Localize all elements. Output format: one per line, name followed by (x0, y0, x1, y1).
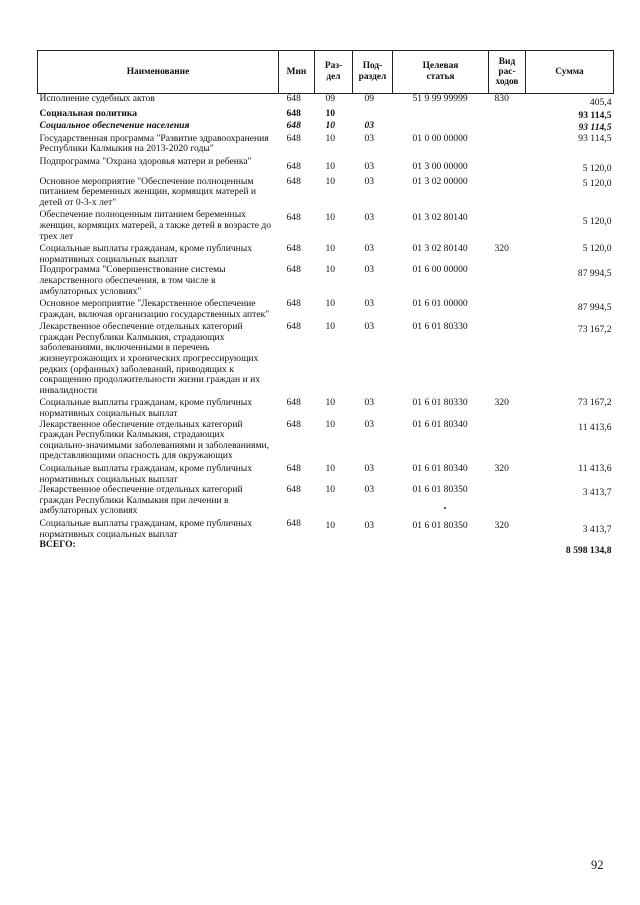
row-section: 10 (325, 160, 336, 172)
row-subsection: 03 (364, 212, 375, 224)
row-sum: 11 413,6 (578, 421, 612, 433)
row-section: 10 (325, 120, 336, 132)
row-sum: 87 994,5 (577, 302, 612, 314)
header-target: Целевая статья (393, 51, 489, 94)
table-row (38, 517, 614, 540)
row-target: 01 6 01 80340 (412, 463, 468, 474)
total-empty-cell (393, 540, 489, 557)
header-ministry: Мин (279, 51, 315, 94)
row-name: Социальные выплаты гражданам, кроме публичных нормативных социальных выплат (39, 463, 253, 485)
row-sum: 93 114,5 (578, 109, 612, 121)
row-subsection: 03 (364, 463, 375, 474)
row-sum: 5 120,0 (582, 216, 612, 228)
row-target: 01 6 01 80350 (412, 519, 468, 531)
row-section: 10 (325, 397, 336, 409)
table-row (38, 94, 614, 109)
row-name: Государственная программа "Развитие здравоохранения Республики Калмыкия на 2013-2020 годы" (39, 132, 269, 155)
row-name: Основное мероприятие "Обеспечение полноценным питанием беременных женщин, кормящих матерей и детей от 0-3-х лет" (39, 175, 256, 208)
total-empty-cell (353, 540, 393, 557)
row-section: 10 (325, 463, 336, 474)
row-name: Подпрограмма "Совершенствование системы лекарственного обеспечения, в том числе в амбулаторных условиях" (39, 264, 226, 297)
row-target: 51 9 99 99999 (412, 93, 468, 104)
row-ministry: 648 (286, 397, 301, 409)
row-target: 01 6 01 80330 (412, 397, 468, 409)
row-name: Лекарственное обеспечение отдельных категорий граждан Республики Калмыкия, страдающих социально-значимыми заболеваниями и заболеваниями, представляющими опасность для окружающих (39, 418, 270, 462)
row-section: 10 (325, 418, 336, 430)
table-row (38, 297, 614, 320)
table-row (38, 175, 614, 209)
row-sum: 11 413,6 (578, 463, 612, 474)
row-kind (489, 175, 526, 209)
row-kind (489, 297, 526, 320)
table-header-row (38, 51, 614, 94)
row-ministry: 648 (286, 120, 301, 132)
row-ministry: 648 (286, 484, 301, 496)
row-subsection: 03 (364, 264, 375, 276)
row-name: Лекарственное обеспечение отдельных категорий граждан Республики Калмыкия при лечении в амбулаторных условиях (39, 484, 243, 517)
row-subsection: 03 (364, 132, 375, 144)
total-empty-cell (315, 540, 353, 557)
table-row (38, 320, 614, 396)
row-sum: 5 120,0 (582, 177, 612, 189)
table-row (38, 420, 614, 462)
row-ministry: 648 (286, 212, 301, 224)
budget-table (37, 50, 614, 557)
row-target: 01 6 00 00000 (412, 264, 468, 276)
row-target: 01 3 00 00000 (412, 160, 468, 172)
row-name: Лекарственное обеспечение отдельных категорий граждан Республики Калмыкия, страдающих заболеваниями, включенными в перечень жизнеугрожающих и хронических прогрессирующих редких (орфанных) заболеваний, приводящих к сокращению продолжительности жизни граждан и их инвалидности (39, 321, 261, 396)
total-label: ВСЕГО: (39, 539, 76, 551)
total-sum: 8 598 134,8 (565, 545, 612, 557)
row-ministry: 648 (286, 175, 301, 187)
row-sum: 5 120,0 (582, 243, 612, 255)
row-ministry: 648 (286, 517, 301, 529)
budget-table-page (37, 50, 617, 557)
row-subsection: 03 (364, 298, 375, 310)
row-kind (489, 485, 526, 517)
row-kind (489, 155, 526, 175)
table-row (38, 155, 614, 175)
row-kind (489, 420, 526, 462)
row-section: 10 (325, 264, 336, 276)
row-ministry: 648 (286, 132, 301, 144)
row-sum: 93 114,5 (578, 122, 612, 134)
row-section: 10 (325, 212, 336, 224)
row-kind (489, 109, 526, 122)
row-kind: 320 (494, 519, 509, 531)
row-name: Социальное обеспечение населения (39, 120, 190, 132)
row-sum: 405,4 (589, 97, 612, 108)
total-empty-cell (279, 540, 315, 557)
row-ministry: 648 (286, 160, 301, 172)
row-ministry: 648 (286, 107, 301, 119)
header-sum: Сумма (526, 51, 614, 94)
row-section: 10 (325, 243, 336, 255)
row-section: 10 (325, 175, 336, 187)
row-subsection: 03 (364, 243, 375, 255)
row-target: 01 0 00 00000 (412, 132, 468, 144)
table-row (38, 265, 614, 297)
row-name: Социальные выплаты гражданам, кроме публичных нормативных социальных выплат (39, 517, 253, 540)
row-name: Социальные выплаты гражданам, кроме публичных нормативных социальных выплат (39, 397, 253, 420)
row-target: 01 3 02 80140 (412, 212, 468, 224)
table-row (38, 121, 614, 134)
table-row (38, 396, 614, 419)
header-name: Наименование (38, 51, 279, 94)
row-section: 10 (325, 519, 336, 531)
row-kind (489, 121, 526, 134)
row-ministry: 648 (286, 243, 301, 255)
row-target: 01 6 01 80330 (412, 321, 468, 333)
row-section: 10 (325, 321, 336, 333)
row-kind: 320 (494, 397, 509, 409)
row-target: 01 3 02 80140 (412, 243, 468, 255)
table-row (38, 485, 614, 517)
row-subsection: 03 (364, 484, 375, 496)
table-row (38, 208, 614, 242)
row-kind (489, 208, 526, 242)
row-kind: 830 (494, 93, 509, 104)
row-kind (489, 265, 526, 297)
row-name: Обеспечение полноценным питанием беременных женщин, кормящих матерей, а также детей в возрасте до трех лет (39, 209, 272, 242)
row-ministry: 648 (286, 463, 301, 474)
table-total-row (38, 540, 614, 557)
row-target: 01 6 01 80350 (412, 484, 468, 496)
row-subsection: 03 (364, 321, 375, 333)
page-number: 92 (591, 858, 604, 872)
row-kind (489, 320, 526, 396)
row-sum: 5 120,0 (582, 162, 612, 174)
row-name: Социальная политика (39, 107, 138, 119)
row-sum: 73 167,2 (577, 324, 612, 336)
row-subsection: 03 (364, 120, 375, 132)
row-section: 10 (325, 484, 336, 496)
row-sum: 87 994,5 (577, 268, 612, 280)
row-name: Социальные выплаты гражданам, кроме публичных нормативных социальных выплат (39, 243, 253, 265)
header-subsection: Под- раздел (353, 51, 393, 94)
table-row (38, 134, 614, 155)
row-subsection: 03 (364, 175, 375, 187)
row-target (393, 109, 489, 122)
row-kind: 320 (494, 463, 509, 474)
row-subsection: 03 (364, 418, 375, 430)
row-name: Исполнение судебных актов (39, 93, 155, 104)
row-subsection: 09 (364, 93, 375, 104)
total-empty-cell (489, 540, 526, 557)
header-kind: Вид рас- ходов (489, 51, 526, 94)
header-section: Раз- дел (315, 51, 353, 94)
row-target: 01 3 02 00000 (412, 175, 468, 187)
row-sum: 93 114,5 (578, 132, 612, 144)
scan-speck (444, 507, 446, 509)
row-section: 10 (325, 132, 336, 144)
row-subsection: 03 (364, 519, 375, 531)
row-name: Подпрограмма "Охрана здоровья матери и ребенка" (39, 155, 252, 167)
table-row (38, 242, 614, 265)
row-kind: 320 (494, 243, 509, 255)
row-subsection: 03 (364, 397, 375, 409)
row-subsection: 03 (364, 160, 375, 172)
row-section: 10 (325, 298, 336, 310)
row-target (393, 121, 489, 134)
row-name: Основное мероприятие "Лекарственное обеспечение граждан, включая организацию государственных аптек" (39, 298, 270, 320)
row-ministry: 648 (286, 93, 301, 104)
row-sum: 3 413,7 (582, 523, 612, 535)
row-target: 01 6 01 00000 (412, 298, 468, 310)
row-section: 10 (325, 107, 336, 119)
row-ministry: 648 (286, 321, 301, 333)
row-ministry: 648 (286, 298, 301, 310)
row-ministry: 648 (286, 418, 301, 430)
table-row (38, 462, 614, 485)
row-kind (489, 134, 526, 155)
row-sum: 3 413,7 (582, 487, 612, 499)
row-ministry: 648 (286, 264, 301, 276)
row-sum: 73 167,2 (577, 397, 612, 409)
row-target: 01 6 01 80340 (412, 418, 468, 430)
row-section: 09 (325, 93, 336, 104)
